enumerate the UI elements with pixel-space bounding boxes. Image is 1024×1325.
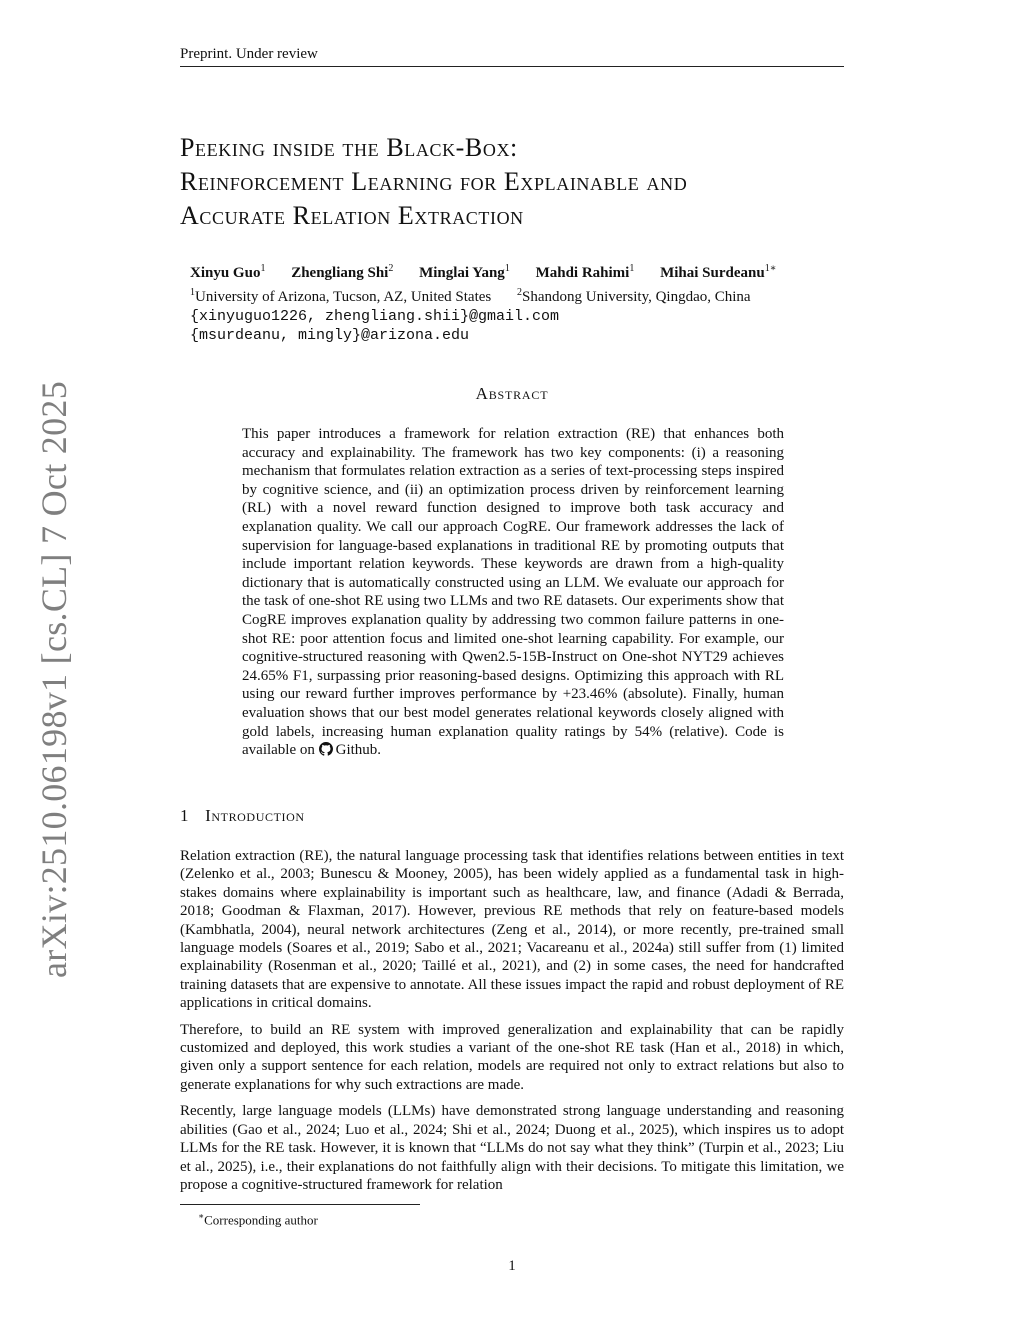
author-2: Zhengliang Shi$^2$ xyxy=(291,263,394,281)
page-number: 1 xyxy=(508,1258,516,1274)
author-block xyxy=(190,259,850,345)
author-5: Mihai Surdeanu$^{1∗}$ xyxy=(660,263,777,281)
author-3: Minglai Yang$^1$ xyxy=(419,263,510,281)
paragraph-2: Therefore, to build an RE system with improved generalization and explainability that can be rapidly customized and deployed, this work studies a variant of the one-shot RE task (Han et al., 2018) in which, given only a support sentence for each relation, models are required not only to extract relations but also to generate explanations for why such extractions are made. xyxy=(180,1021,844,1093)
section-title: Introduction xyxy=(205,806,305,825)
github-link-label: Github. xyxy=(335,742,382,759)
paper-title xyxy=(180,131,860,233)
abstract-text: This paper introduces a framework for relation extraction (RE) that enhances both accuracy and explainability. The framework has two key components: (i) a reasoning mechanism that formulates relation extraction as a series of text-processing steps inspired by cognitive science, and (ii) an optimization process driven by reinforcement learning (RL) with a novel reward function designed to improve both task accuracy and explanation quality. We call our approach CogRE. Our framework addresses the lack of supervision for language-based explanations in traditional RE by promoting outputs that include important relation keywords. These keywords are drawn from a high-quality dictionary that is automatically constructed using an LLM. We evaluate our approach for the task of one-shot RE using two LLMs and two RE datasets. Our experiments show that CogRE improves explanation quality by addressing two common failure patterns in one-shot RE: poor attention focus and limited one-shot learning capability. For example, our cognitive-structured reasoning with Qwen2.5-15B-Instruct on One-shot NYT29 achieves 24.65% F1, surpassing prior reasoning-based designs. Optimizing this approach with RL using our reward further improves performance by +23.46% (absolute). Finally, human evaluation shows that our best model generates relational keywords closely aligned with gold labels, increasing human explanation quality ratings by 54% (relative). Code is available on xyxy=(242,426,784,759)
running-header: Preprint. Under review xyxy=(180,44,844,67)
affiliations xyxy=(190,283,850,307)
paragraph-3: Recently, large language models (LLMs) have demonstrated strong language understanding and reasoning abilities (Gao et al., 2024; Luo et al., 2024; Shi et al., 2024; Duong et al., 2025), which inspires us to adopt LLMs for the RE task. However, it is known that “LLMs do not say what they think” (Turpin et al., 2023; Liu et al., 2025), i.e., their explanations do not faithfully align with their decisions. To mitigate this limitation, we propose a cognitive-structured framework for relation xyxy=(180,1103,844,1193)
affiliation-1: $^1$University of Arizona, Tucson, AZ, United States xyxy=(190,287,492,305)
footnote-text: Corresponding author xyxy=(204,1212,318,1228)
title-line-2: Reinforcement Learning for Explainable and xyxy=(180,167,688,196)
author-1: Xinyu Guo$^1$ xyxy=(190,263,266,281)
introduction-body xyxy=(180,847,844,1202)
author-4: Mahdi Rahimi$^1$ xyxy=(535,263,635,281)
abstract-body xyxy=(242,425,784,760)
section-number: 1 xyxy=(180,806,190,825)
email-line-1[interactable]: {xinyuguo1226, zhengliang.shii}@gmail.com xyxy=(190,308,560,325)
github-icon xyxy=(319,742,333,756)
affiliation-2: $^2$Shandong University, Qingdao, China xyxy=(517,287,751,305)
abstract-heading: Abstract xyxy=(475,384,549,403)
arxiv-stamp[interactable]: arXiv:2510.06198v1 [cs.CL] 7 Oct 2025 xyxy=(34,381,74,979)
email-line-2[interactable]: {msurdeanu, mingly}@arizona.edu xyxy=(190,327,470,344)
section-heading-introduction xyxy=(180,806,844,826)
footnote xyxy=(198,1207,318,1229)
footnote-rule xyxy=(180,1204,420,1205)
paragraph-1: Relation extraction (RE), the natural language processing task that identifies relations between entities in text (Zelenko et al., 2003; Bunescu & Mooney, 2005), has been widely applied as a fundamental task in high-stakes domains where explainability is important such as healthcare, law, and finance (Adadi & Berrada, 2018; Goodman & Flaxman, 2017). However, previous RE methods that rely on feature-based models (Kambhatla, 2004), neural network architectures (Zeng et al., 2014), or more recently, pre-trained small language models (Soares et al., 2019; Sabo et al., 2021; Vacareanu et al., 2024a) still suffer from (1) limited explainability (Rosenman et al., 2020; Taillé et al., 2021), and (2) in some cases, the need for handcrafted training datasets that are expensive to annotate. All these issues impact the rapid and robust deployment of RE applications in critical domains. xyxy=(180,848,844,1012)
title-line-1: Peeking inside the Black-Box: xyxy=(180,133,518,162)
author-names xyxy=(190,259,850,283)
footnote-marker: ∗ xyxy=(198,1211,205,1221)
arxiv-stamp-container xyxy=(14,380,94,980)
title-line-3: Accurate Relation Extraction xyxy=(180,201,524,230)
github-link[interactable] xyxy=(319,742,381,758)
